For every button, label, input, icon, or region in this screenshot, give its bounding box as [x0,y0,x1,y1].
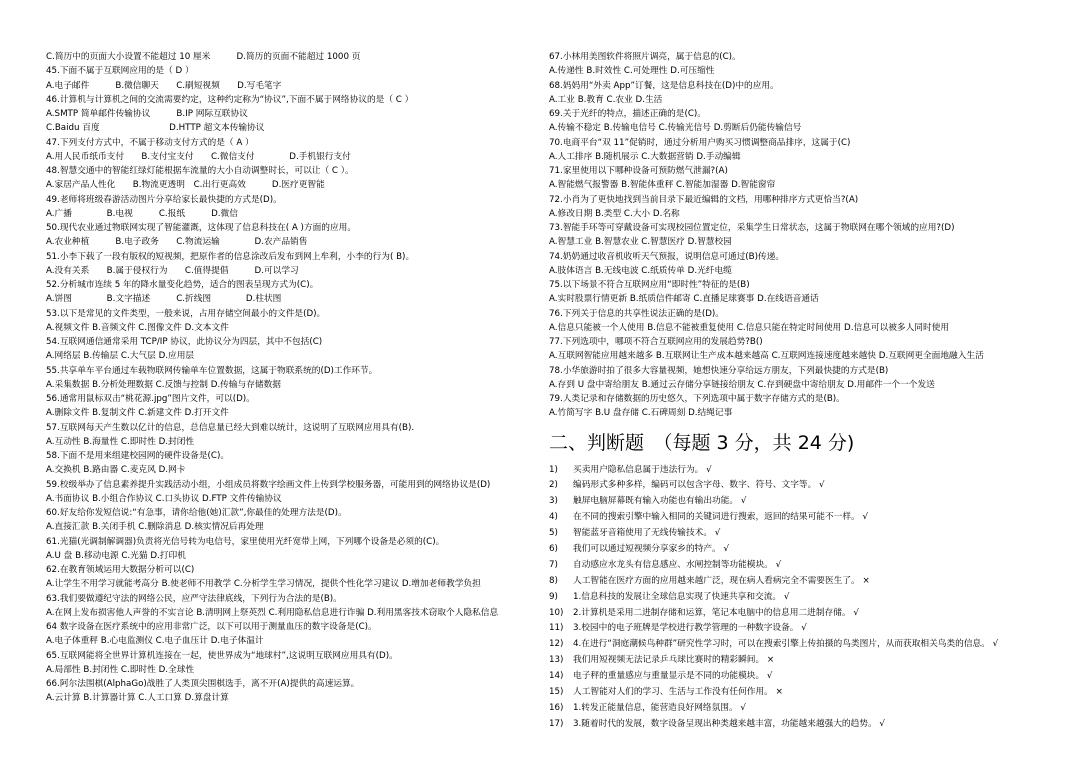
question-line: 74.奶奶通过收音机收听天气预报，说明信息可通过(B)传递。 [549,251,785,262]
question-line: A.书面协议 B.小组合作协议 C.口头协议 D.FTP 文件传输协议 [46,493,282,504]
question-line: A.人工排序 B.随机展示 C.大数据营销 D.手动编辑 [549,151,741,162]
judgment-text: 人工智能对人们的学习、生活与工作没有任何作用。 × [573,686,783,697]
judgment-number: 8) [549,575,558,586]
judgment-item [549,653,1049,669]
question-line: A.互联网智能应用越来越多 B.互联网让生产成本越来越高 C.互联网连接速度越来越快 D.互联网更全面地融入生活 [549,351,984,362]
judgment-number: 1) [549,464,558,475]
judgment-text: 人工智能在医疗方面的应用越来越广泛，现在病人看病完全不需要医生了。 × [573,575,870,586]
question-line: A.U 盘 B.移动电源 C.光猫 D.打印机 [46,550,186,561]
judgment-number: 12) [549,639,564,650]
judgment-number: 5) [549,528,558,539]
question-line: 76.下列关于信息的共享性说法正确的是(D)。 [549,308,724,319]
judgment-text: 2.计算机是采用二进制存储和运算，笔记本电脑中的信息用二进制存储。 √ [573,607,859,618]
judgment-item [549,574,1049,590]
question-line: 68.妈妈用“外卖 App”订餐，这是信息科技在(D)中的应用。 [549,80,779,91]
judgment-item [549,606,1049,622]
judgment-text: 我们用短视频无法记录乒乓球比赛时的精彩瞬间。 × [573,655,775,666]
question-line: 67.小林用美图软件将照片调亮，属于信息的(C)。 [549,52,741,62]
judgment-text: 买卖用户隐私信息属于违法行为。 √ [573,464,712,475]
question-line: A.交换机 B.路由器 C.麦克风 D.网卡 [46,465,186,476]
question-line: A.没有关系 B.属于侵权行为 C.值得提倡 D.可以学习 [46,265,299,276]
question-line: A.云计算 B.计算器计算 C.人工口算 D.算盘计算 [46,693,229,704]
question-line: 45.下面不属于互联网应用的是（ D ） [46,66,194,77]
judgment-number: 3) [549,496,558,507]
judgment-item [549,590,1049,606]
question-line: A.采集数据 B.分析处理数据 C.反馈与控制 D.传输与存储数据 [46,379,281,390]
judgment-item [549,685,1049,701]
left-column [46,50,536,706]
judgment-text: 4.在进行“洞庭潮候鸟种群”研究性学习时，可以在搜索引擎上传拍摄的鸟类图片，从而获取相关鸟类的信息。 √ [573,639,999,650]
question-line: 53.以下是常见的文件类型，一般来说，占用存储空间最小的文件是(D)。 [46,308,326,319]
question-line: 54.互联网通信通常采用 TCP/IP 协议，此协议分为四层，其中不包括(C) [46,337,323,347]
question-line: A.工业 B.教育 C.农业 D.生活 [549,94,663,105]
question-line: A.互动性 B.海量性 C.即时性 D.封闭性 [46,436,195,447]
judgment-number: 6) [549,543,558,554]
judgment-number: 13) [549,655,564,666]
question-line: 51.小李下载了一段有版权的短视频，把原作者的信息涂改后发布到网上牟利，小李的行为( B)。 [46,251,415,262]
judgment-item [549,478,1049,494]
judgment-item [549,542,1049,558]
judgment-text: 1.转发正能量信息，能营造良好网络氛围。 √ [573,702,746,713]
question-line: A.视频文件 B.音频文件 C.图像文件 D.文本文件 [46,322,229,333]
question-line: 48.智慧交通中的智能红绿灯能根据车流量的大小自动调整时长，可以让（ C ）。 [46,166,354,176]
question-line: 71.家里使用以下哪种设备可预防燃气泄漏?(A) [549,166,728,176]
question-line: A.智能燃气报警器 B.智能体重秤 C.智能加湿器 D.智能窗帘 [549,180,776,191]
question-line: C.简历中的页面大小设置不能超过 10 厘米 D.简历的页面不能超过 1000 页 [46,52,361,62]
question-line: A.网络层 B.传输层 C.大气层 D.应用层 [46,351,195,362]
judgment-text: 3.校园中的电子班牌是学校进行教学管理的一种数字设备。 √ [573,623,807,634]
judgment-number: 14) [549,671,564,682]
question-line: 57.互联网每天产生数以亿计的信息，总信息量已经大到难以统计，这说明了互联网应用具有(B). [46,422,415,433]
question-line: 64 数字设备在医疗系统中的应用非常广泛，以下可以用于测量血压的数字设备是(C)。 [46,622,377,632]
question-line: A.竹简写字 B.U 盘存储 C.石碑周刻 D.结绳记事 [549,408,733,419]
judgment-text: 电子秤的重量感应与重量显示是不同的功能模块。 √ [573,671,773,682]
judgment-item [549,637,1049,653]
question-line: 52.分析城市连续 5 年的降水量变化趋势，适合的图表呈现方式为(C)。 [46,280,319,290]
judgment-text: 在不同的搜索引擎中输入相同的关键词进行搜索，返回的结果可能不一样。 √ [573,512,868,523]
judgment-list [549,463,1049,733]
judgment-item [549,494,1049,510]
judgment-item [549,463,1049,479]
question-line: 56.通常用鼠标双击“桃花源.jpg”图片文件，可以(D)。 [46,394,255,404]
question-line: A.信息只能被一个人使用 B.信息不能被重复使用 C.信息只能在特定时间使用 D.信息可以被多人同时使用 [549,322,950,333]
question-line: 59.校级举办了信息素养提升实践活动小组，小组成员将数字绘画文件上传到学校服务器，可能用到的网络协议是(D) [46,479,491,490]
judgment-number: 11) [549,623,564,634]
question-line: A.局部性 B.封闭性 C.即时性 D.全球性 [46,664,195,675]
question-line: A.存到 U 盘中寄给朋友 B.通过云存储分享链接给朋友 C.存到硬盘中寄给朋友 D.用邮件一个一个发送 [549,379,935,390]
judgment-number: 2) [549,480,558,491]
question-line: A.家居产品人性化 B.物流更透明 C.出行更高效 D.医疗更智能 [46,180,325,191]
question-line: A.传递性 B.时效性 C.可处理性 D.可压缩性 [549,66,715,77]
section-title: 二、判断题 （每题 3 分，共 24 分) [549,431,855,454]
judgment-number: 15) [549,686,564,697]
question-line: 65.互联网能将全世界计算机连接在一起，使世界成为“地球村”,这说明互联网应用具有(D)。 [46,650,398,661]
question-line: 73.智能手环等可穿戴设备可实现校园位置定位，采集学生日常状态，这属于物联网在哪个领域的应用?(D) [549,223,955,233]
question-line: A.在网上发布损害他人声誉的不实言论 B.清明网上祭英烈 C.利用隐私信息进行诈骗 D.利用黑客技术窃取个人隐私信息 [46,607,499,618]
question-line: 77.下列选项中，哪项不符合互联网应用的发展趋势?B() [549,337,763,347]
question-line: 46.计算机与计算机之间的交流需要约定，这种约定称为“协议”,下面不属于网络协议的是（ C ） [46,94,414,105]
question-line: 79.人类记录和存储数据的历史悠久，下列选项中属于数字存储方式的是(B)。 [549,394,845,404]
question-line: 50.现代农业通过物联网实现了智能灌溉，这体现了信息科技在( A )方面的应用。 [46,223,357,233]
question-line: A.肢体语言 B.无线电波 C.纸质传单 D.光纤电缆 [549,265,732,276]
question-line: A.修改日期 B.类型 C.大小 D.名称 [549,208,680,219]
judgment-item [549,510,1049,526]
question-line: A.广播 B.电视 C.报纸 D.微信 [46,208,238,219]
question-line: A.农业种植 B.电子政务 C.物流运输 D.农产品销售 [46,237,308,248]
judgment-item [549,717,1049,733]
judgment-item [549,669,1049,685]
question-line: 75.以下场景不符合互联网应用“即时性”特征的是(B) [549,280,750,290]
question-line: C.Baidu 百度 D.HTTP 超文本传输协议 [46,123,265,134]
question-line: A.电子体重秤 B.心电监测仪 C.电子血压计 D.电子体温计 [46,636,264,647]
question-line: A.传输不稳定 B.传输电信号 C.传输光信号 D.剪断后仍能传输信号 [549,123,802,134]
judgment-item [549,701,1049,717]
judgment-text: 我们可以通过短视频分享家乡的特产。 √ [573,543,729,554]
judgment-text: 1.信息科技的发展让全球信息实现了快速共享和交流。 √ [573,591,790,602]
judgment-number: 16) [549,702,564,713]
judgment-number: 4) [549,512,558,523]
question-line: 66.阿尔法围棋(AlphaGo)战胜了人类顶尖围棋选手，离不开(A)提供的高速运算。 [46,679,360,689]
question-line: 55.共享单车平台通过车载物联网传输单车位置数据，这属于物联系统的(D)工作环节。 [46,365,378,376]
question-line: A.智慧工业 B.智慧农业 C.智慧医疗 D.智慧校园 [549,237,732,248]
question-line: 78.小华旅游时拍了很多大容量视频，她想快速分享给远方朋友，下列最快捷的方式是(B) [549,365,889,376]
question-line: A.实时股票行情更新 B.纸质信件邮寄 C.直播足球赛事 D.在线语音通话 [549,294,819,305]
judgment-text: 自动感应水龙头有信息感应、水闸控制等功能模块。 √ [573,559,782,570]
question-line: A.直接汇款 B.关闭手机 C.删除消息 D.核实情况后再处理 [46,522,264,533]
judgment-item [549,558,1049,574]
question-line: A.删除文件 B.复制文件 C.新建文件 D.打开文件 [46,408,229,419]
judgment-number: 7) [549,559,558,570]
judgment-text: 触屏电脑屏幕既有输入功能也有输出功能。 √ [573,496,747,507]
right-questions [549,50,1049,421]
judgment-text: 3.随着时代的发展，数字设备呈现出种类越来越丰富，功能越来越强大的趋势。 √ [573,718,885,729]
question-line: 49.老师将班级春游活动图片分享给家长最快捷的方式是(D)。 [46,194,282,205]
judgment-text: 智能蓝牙音箱使用了无线传输技术。 √ [573,528,721,539]
question-line: 70.电商平台“双 11”促销时，通过分析用户购买习惯调整商品排序，这属于(C) [549,137,851,148]
question-line: 61.光猫(光调制解调器)负责将光信号转为电信号，家里使用光纤宽带上网，下列哪个设备是必须的(C)。 [46,536,445,547]
question-line: 62.在教育领域运用大数据分析可以(C) [46,565,195,575]
question-line: A.让学生不用学习就能考高分 B.使老师不用教学 C.分析学生学习情况，提供个性化学习建议 D.增加老师教学负担 [46,579,481,590]
question-line: 63.我们要做遵纪守法的网络公民，应严守法律底线，下列行为合法的是(B)。 [46,593,342,604]
judgment-number: 9) [549,591,558,602]
judgment-number: 17) [549,718,564,729]
judgment-text: 编码形式多种多样，编码可以包含字母、数字、符号、文字等。 √ [573,480,825,491]
judgment-item [549,526,1049,542]
question-line: A.用人民币纸币支付 B.支付宝支付 C.微信支付 D.手机银行支付 [46,151,351,162]
right-column [549,50,1049,733]
judgment-number: 10) [549,607,564,618]
question-line: A.电子邮件 B.微信聊天 C.刷短视频 D.写毛笔字 [46,80,282,91]
question-line: 72.小肖为了更快地找到当前目录下最近编辑的文档，用哪种排序方式更恰当?(A) [549,194,859,205]
question-line: A.饼图 B.文字描述 C.折线图 D.柱状图 [46,294,282,305]
question-line: 69.关于光纤的特点，描述正确的是(C)。 [549,109,706,119]
question-line: 58.下面不是用来组建校园网的硬件设备是(C)。 [46,451,230,461]
question-line: A.SMTP 简单邮件传输协议 B.IP 网际互联协议 [46,109,248,119]
question-line: 47.下列支付方式中，不属于移动支付方式的是（ A ） [46,137,254,148]
judgment-item [549,621,1049,637]
question-line: 60.好友给你发短信说:“有急事，请你给他(她)汇款”,你最佳的处理方法是(D)。 [46,508,347,518]
